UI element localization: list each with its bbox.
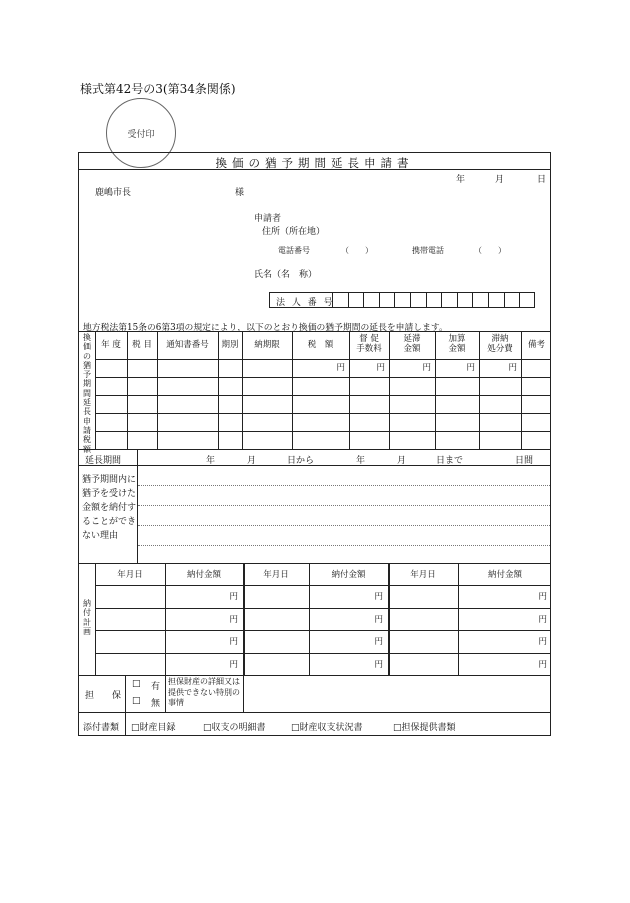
yen-unit: 円 bbox=[422, 363, 431, 373]
collateral-yes-checkbox[interactable]: □ bbox=[132, 679, 141, 689]
yen-unit: 円 bbox=[229, 614, 238, 625]
phone-paren: （ ） bbox=[341, 246, 373, 255]
pay-amount-header: 納付金額 bbox=[186, 570, 221, 580]
pay-date-header: 年月日 bbox=[117, 570, 143, 580]
tax-side-label: 換価の猶予期間延長申請税額 bbox=[83, 333, 91, 454]
ext-month-2: 月 bbox=[397, 456, 407, 466]
divider bbox=[165, 675, 166, 712]
divider bbox=[125, 675, 126, 712]
yen-unit: 円 bbox=[538, 637, 547, 647]
divider bbox=[79, 449, 550, 450]
collateral-no-checkbox[interactable]: □ bbox=[132, 696, 141, 706]
corp-number-digit-cell[interactable] bbox=[519, 293, 520, 307]
yen-unit: 円 bbox=[538, 659, 547, 670]
yen-unit: 円 bbox=[229, 637, 238, 647]
yen-unit: 円 bbox=[374, 637, 383, 647]
date-month-label: 月 bbox=[495, 175, 505, 185]
divider bbox=[137, 449, 138, 465]
attachment-item-1[interactable]: □財産目録 bbox=[131, 723, 176, 733]
collateral-note: 担保財産の詳細又は提供できない特別の事情 bbox=[168, 677, 240, 707]
divider bbox=[95, 608, 550, 609]
form-title: 換価の猶予期間延長申請書 bbox=[215, 156, 414, 170]
phone-label: 電話番号 bbox=[278, 246, 310, 255]
yen-unit: 円 bbox=[376, 363, 385, 373]
divider bbox=[95, 630, 550, 631]
date-day-label: 日 bbox=[537, 175, 547, 185]
pay-amount-header: 納付金額 bbox=[487, 570, 522, 580]
divider bbox=[95, 359, 550, 360]
reason-line bbox=[138, 505, 550, 506]
application-form bbox=[78, 152, 551, 736]
yen-unit: 円 bbox=[466, 363, 475, 373]
reason-line bbox=[138, 485, 550, 486]
yen-unit: 円 bbox=[374, 659, 383, 670]
corp-number-digit-cell[interactable] bbox=[488, 293, 489, 307]
corp-number-digit-cell[interactable] bbox=[457, 293, 458, 307]
mobile-paren: （ ） bbox=[474, 246, 506, 255]
corp-number-digit-cell[interactable] bbox=[504, 293, 505, 307]
divider bbox=[95, 395, 550, 396]
pay-date-header: 年月日 bbox=[410, 570, 436, 580]
tax-header-2: 通知書番号 bbox=[166, 340, 209, 350]
corp-number-label: 法 人 番 号 bbox=[276, 298, 335, 308]
tax-header-7: 延滞 金額 bbox=[403, 334, 421, 354]
address-label: 住所（所在地） bbox=[262, 227, 326, 237]
yen-unit: 円 bbox=[229, 592, 238, 602]
form-number: 様式第42号の3(第34条関係) bbox=[80, 82, 236, 96]
tax-header-5: 税 額 bbox=[307, 340, 334, 350]
yen-unit: 円 bbox=[229, 659, 238, 670]
statement: 地方税法第15条の6第3項の規定により，以下のとおり換価の猶予期間の延長を申請します。 bbox=[83, 323, 448, 333]
pay-amount-header: 納付金額 bbox=[331, 570, 366, 580]
collateral-label: 担 保 bbox=[85, 691, 122, 701]
divider bbox=[243, 675, 244, 712]
date-year-label: 年 bbox=[456, 175, 466, 185]
tax-header-1: 税 目 bbox=[132, 340, 152, 350]
corp-number-digit-cell[interactable] bbox=[426, 293, 427, 307]
divider bbox=[95, 377, 550, 378]
applicant-label: 申請者 bbox=[254, 214, 282, 224]
tax-header-6: 督 促 手数料 bbox=[356, 334, 382, 354]
yen-unit: 円 bbox=[538, 614, 547, 625]
attachments-label: 添付書類 bbox=[83, 723, 120, 733]
yen-unit: 円 bbox=[374, 592, 383, 602]
tax-header-10: 備考 bbox=[527, 340, 545, 350]
reason-line bbox=[138, 525, 550, 526]
addressee-suffix: 様 bbox=[235, 188, 245, 198]
yen-unit: 円 bbox=[538, 592, 547, 602]
attachment-item-4[interactable]: □担保提供書類 bbox=[393, 723, 456, 733]
divider bbox=[79, 675, 550, 676]
extension-label: 延長期間 bbox=[85, 456, 122, 466]
payment-plan-side-label: 納付計画 bbox=[83, 599, 91, 636]
divider bbox=[79, 169, 550, 170]
attachment-item-2[interactable]: □収支の明細書 bbox=[203, 723, 266, 733]
divider bbox=[95, 431, 550, 432]
ext-days: 日間 bbox=[515, 456, 534, 466]
divider bbox=[95, 413, 550, 414]
divider bbox=[79, 465, 550, 466]
ext-year-2: 年 bbox=[356, 456, 366, 466]
divider bbox=[95, 585, 550, 586]
ext-year-1: 年 bbox=[206, 456, 216, 466]
tax-header-9: 滞納 処分費 bbox=[487, 334, 513, 354]
reason-label: 猶予期間内に猶予を受けた金額を納付することができない理由 bbox=[82, 475, 137, 541]
divider bbox=[79, 563, 550, 564]
corp-number-digit-cell[interactable] bbox=[410, 293, 411, 307]
ext-month-1: 月 bbox=[247, 456, 257, 466]
attachment-item-3[interactable]: □財産収支状況書 bbox=[291, 723, 363, 733]
name-label: 氏名（名 称） bbox=[254, 270, 318, 280]
yen-unit: 円 bbox=[336, 363, 345, 373]
yen-unit: 円 bbox=[374, 614, 383, 625]
corp-number-digit-cell[interactable] bbox=[332, 293, 333, 307]
collateral-yes-label: 有 bbox=[151, 682, 161, 692]
stamp-label: 受付印 bbox=[127, 129, 155, 140]
corp-number-digit-cell[interactable] bbox=[363, 293, 364, 307]
reason-line bbox=[138, 545, 550, 546]
corp-number-digit-cell[interactable] bbox=[472, 293, 473, 307]
corp-number-digit-cell[interactable] bbox=[379, 293, 380, 307]
tax-header-8: 加算 金額 bbox=[448, 334, 466, 354]
ext-from: 日から bbox=[287, 456, 315, 466]
divider bbox=[79, 712, 550, 713]
addressee-name: 鹿嶋市長 bbox=[95, 188, 132, 198]
tax-header-4: 納期限 bbox=[254, 340, 280, 350]
collateral-no-label: 無 bbox=[151, 699, 161, 709]
mobile-label: 携帯電話 bbox=[412, 246, 444, 255]
corporate-number-field[interactable] bbox=[269, 292, 535, 308]
yen-unit: 円 bbox=[508, 363, 517, 373]
corp-number-digit-cell[interactable] bbox=[394, 293, 395, 307]
divider bbox=[125, 712, 126, 736]
pay-date-header: 年月日 bbox=[263, 570, 289, 580]
corp-number-digit-cell[interactable] bbox=[348, 293, 349, 307]
tax-header-0: 年 度 bbox=[101, 340, 121, 350]
corp-number-digit-cell[interactable] bbox=[441, 293, 442, 307]
ext-to: 日まで bbox=[436, 456, 464, 466]
tax-header-3: 期別 bbox=[221, 340, 239, 350]
divider bbox=[95, 653, 550, 654]
